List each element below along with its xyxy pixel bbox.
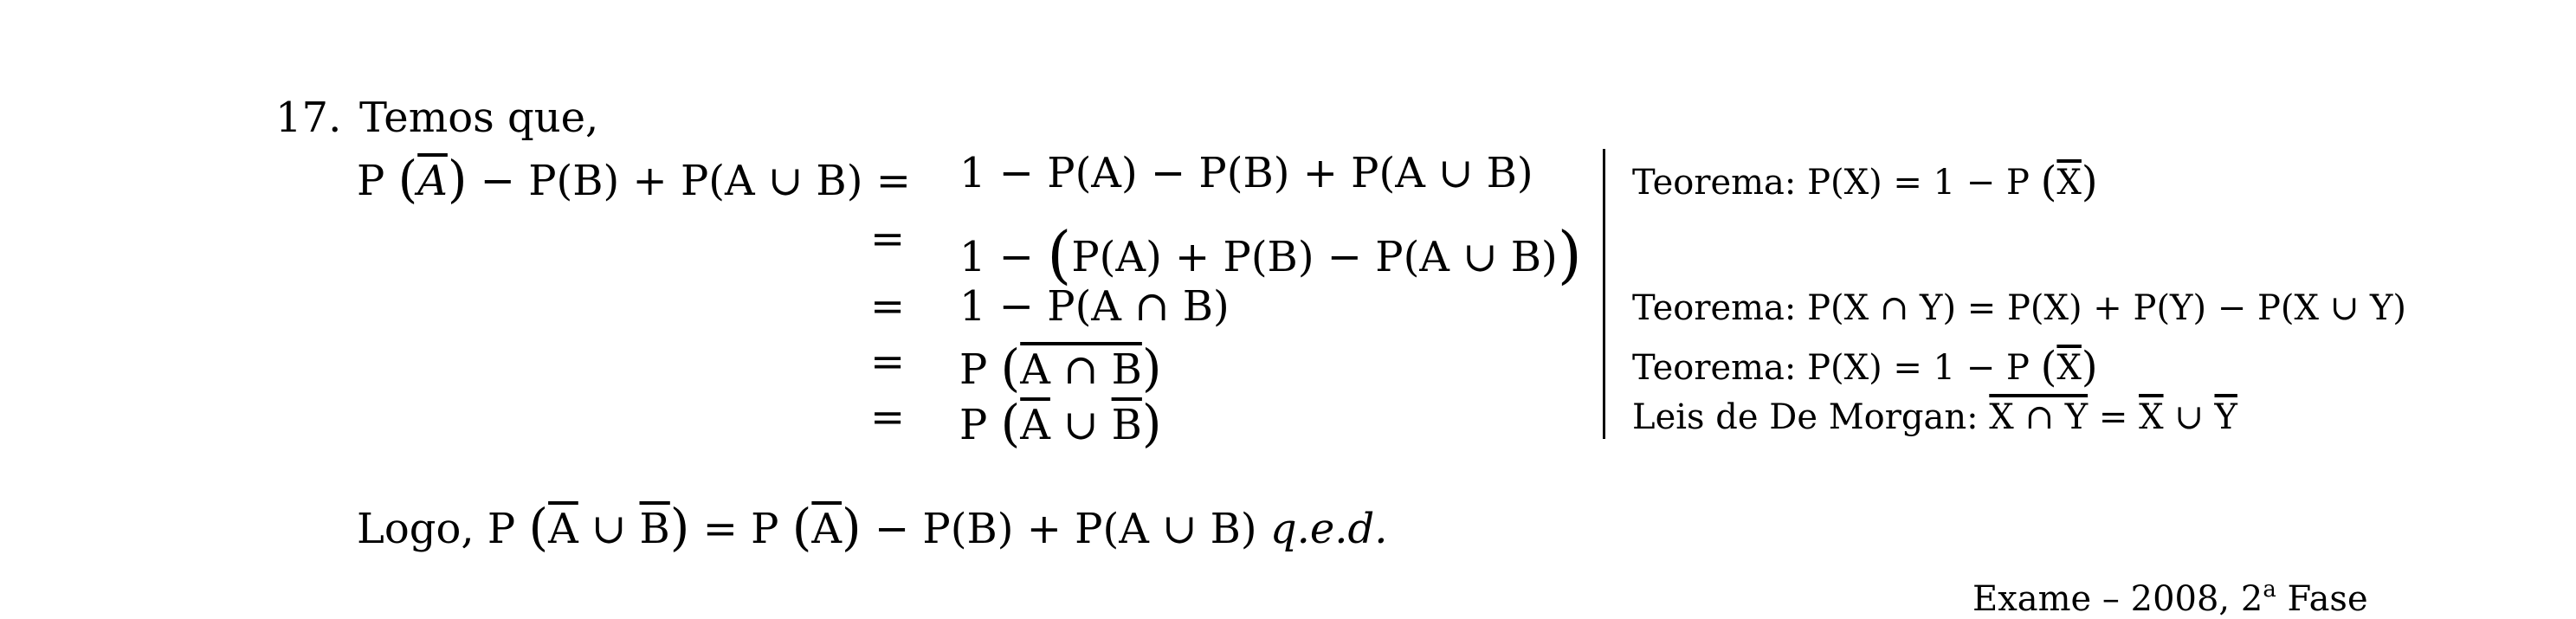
problem-intro: Temos que, (359, 93, 599, 142)
step-5-expr: P ($\overline{A}$ ∪ $\overline{B}$) (959, 394, 1162, 453)
step-5-rel: = (870, 393, 906, 442)
step-2-rel: = (870, 215, 906, 263)
source-label: Exame – 2008, 2$^a$ Fase (1972, 577, 2368, 619)
note-5: Leis de De Morgan: X ∩ $Y = \overline{X}$ ∪ $\overline{Y}$ (1632, 397, 2237, 437)
step-1-expr: 1 − P(A) − P(B) + P(A ∪ B) (959, 149, 1533, 197)
note-4: Teorema: P(X) = 1 − P $(\overline{X})$ (1632, 343, 2098, 391)
step-3-expr: 1 − P(A ∩ B) (959, 282, 1230, 331)
note-1: Teorema: P(X) = 1 − P $(\overline{X})$ (1632, 158, 2098, 206)
derivation-lhs: P $(\overline{A}) - P(B) + P(A$ ∪ B) = (357, 150, 911, 209)
step-4-rel: = (870, 338, 906, 386)
problem-number: 17. (275, 93, 342, 142)
step-2-expr: 1 − (P(A) + P(B) − P(A ∪ B)) (959, 218, 1582, 291)
step-3-rel: = (870, 282, 906, 331)
conclusion: Logo, P ($\overline{A}$ ∪ $\overline{B}) = P$ $(\overline{A}) - P(B) + P(A$ ∪ B) q.e.d. (357, 498, 1388, 557)
justification-divider (1603, 149, 1605, 439)
note-3: Teorema: P(X ∩ Y) = P(X) + P(Y) − P(X ∪ Y) (1632, 288, 2406, 328)
step-4-expr: P (A ∩ B) (959, 339, 1162, 397)
